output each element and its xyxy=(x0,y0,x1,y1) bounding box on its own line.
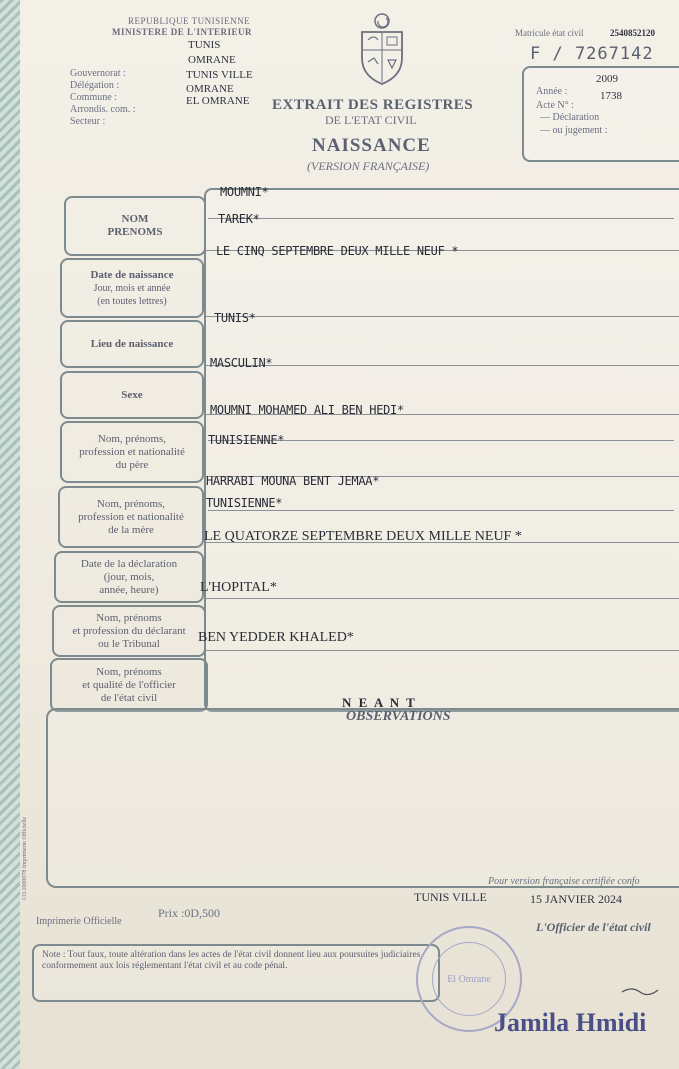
observations-frame xyxy=(46,708,679,888)
matricule-label: Matricule état civil xyxy=(515,28,584,38)
gouvernorat-label: Gouvernorat : xyxy=(70,68,126,79)
acte-number: 1738 xyxy=(600,90,622,102)
printer-label: Imprimerie Officielle xyxy=(36,916,122,927)
acte-label: Acte N° : xyxy=(536,100,574,111)
coat-of-arms-icon xyxy=(354,10,410,90)
official-stamp: El Omrane xyxy=(416,926,522,1032)
issue-place: TUNIS VILLE xyxy=(414,890,487,904)
label-sexe: Sexe xyxy=(60,371,204,419)
certified-label: Pour version française certifiée confo xyxy=(488,876,640,887)
declaration-label: — Déclaration xyxy=(540,112,600,123)
price-label: Prix :0D,500 xyxy=(158,906,221,920)
observations-value: N E A N T xyxy=(342,695,417,710)
label-date-declaration: Date de la déclaration (jour, mois, année, heure) xyxy=(54,551,204,603)
issue-date: 15 JANVIER 2024 xyxy=(530,892,622,906)
birth-certificate-sheet xyxy=(20,0,679,1069)
row-divider xyxy=(206,316,679,317)
value-nom: MOUMNI* xyxy=(220,185,269,199)
jugement-label: — ou jugement : xyxy=(540,125,608,136)
arrondissement-label: Arrondis. com. : xyxy=(70,104,136,115)
republic-label: REPUBLIQUE TUNISIENNE xyxy=(128,16,251,26)
serial-number: F / 7267142 xyxy=(530,44,654,64)
label-nom-prenoms: NOM PRENOMS xyxy=(64,196,206,256)
value-mere-nationalite: TUNISIENNE* xyxy=(206,496,283,510)
row-divider xyxy=(206,650,679,651)
row-divider xyxy=(206,598,679,599)
value-officier: BEN YEDDER KHALED* xyxy=(198,630,354,645)
officer-signature-name: Jamila Hmidi xyxy=(494,1008,647,1037)
gouvernorat-value: TUNIS VILLE xyxy=(186,69,253,81)
row-subdivider xyxy=(208,510,674,511)
side-print-code: I.O.1000078 Imprimerie Officielle xyxy=(22,816,28,900)
value-date-naissance: LE CINQ SEPTEMBRE DEUX MILLE NEUF * xyxy=(216,244,459,258)
version-label: (VERSION FRANÇAISE) xyxy=(307,159,430,173)
label-pere: Nom, prénoms, profession et nationalité du père xyxy=(60,421,204,483)
year-label: Année : xyxy=(536,86,568,97)
officer-title: L'Officier de l'état civil xyxy=(536,920,651,934)
value-pere-nationalite: TUNISIENNE* xyxy=(208,433,285,447)
row-subdivider xyxy=(208,218,674,219)
value-declarant: L'HOPITAL* xyxy=(200,580,277,595)
commune-value: EL OMRANE xyxy=(186,95,250,107)
label-lieu-naissance: Lieu de naissance xyxy=(60,320,204,368)
ministry-label: MINISTERE DE L'INTERIEUR xyxy=(112,27,253,37)
document-type: NAISSANCE xyxy=(312,135,431,156)
commune-label: Commune : xyxy=(70,92,117,103)
year-value: 2009 xyxy=(596,73,618,85)
delegation-label: Délégation : xyxy=(70,80,120,91)
value-lieu: TUNIS* xyxy=(214,311,256,325)
label-officier: Nom, prénoms et qualité de l'officier de l'état civil xyxy=(50,658,208,712)
value-date-declaration: LE QUATORZE SEPTEMBRE DEUX MILLE NEUF * xyxy=(204,529,522,544)
value-pere-nom: MOUMNI MOHAMED ALI BEN HEDI* xyxy=(210,403,404,417)
matricule-value: 2540852120 xyxy=(610,28,655,38)
document-subtitle: DE L'ETAT CIVIL xyxy=(325,113,417,127)
document-title: EXTRAIT DES REGISTRES xyxy=(272,97,474,113)
legal-note-box: Note : Tout faux, toute altération dans les actes de l'état civil donnent lieu aux poursuites judiciaires conformement aux lois réglementant l'état civil et au code pénal. xyxy=(32,944,440,1002)
label-date-naissance: Date de naissance Jour, mois et année (en toutes lettres) xyxy=(60,258,204,318)
label-mere: Nom, prénoms, profession et nationalité de la mère xyxy=(58,486,204,548)
value-sexe: MASCULIN* xyxy=(210,356,273,370)
observations-title: OBSERVATIONS xyxy=(346,709,451,724)
label-declarant: Nom, prénoms et profession du déclarant ou le Tribunal xyxy=(52,605,206,657)
city-value: TUNIS xyxy=(188,39,221,51)
value-prenoms: TAREK* xyxy=(218,212,260,226)
signature-mark xyxy=(620,984,660,998)
row-divider xyxy=(206,365,679,366)
district-value: OMRANE xyxy=(188,54,236,66)
value-mere-nom: HARRABI MOUNA BENT JEMAA* xyxy=(206,474,380,488)
secteur-label: Secteur : xyxy=(70,116,106,127)
delegation-value: OMRANE xyxy=(186,83,234,95)
